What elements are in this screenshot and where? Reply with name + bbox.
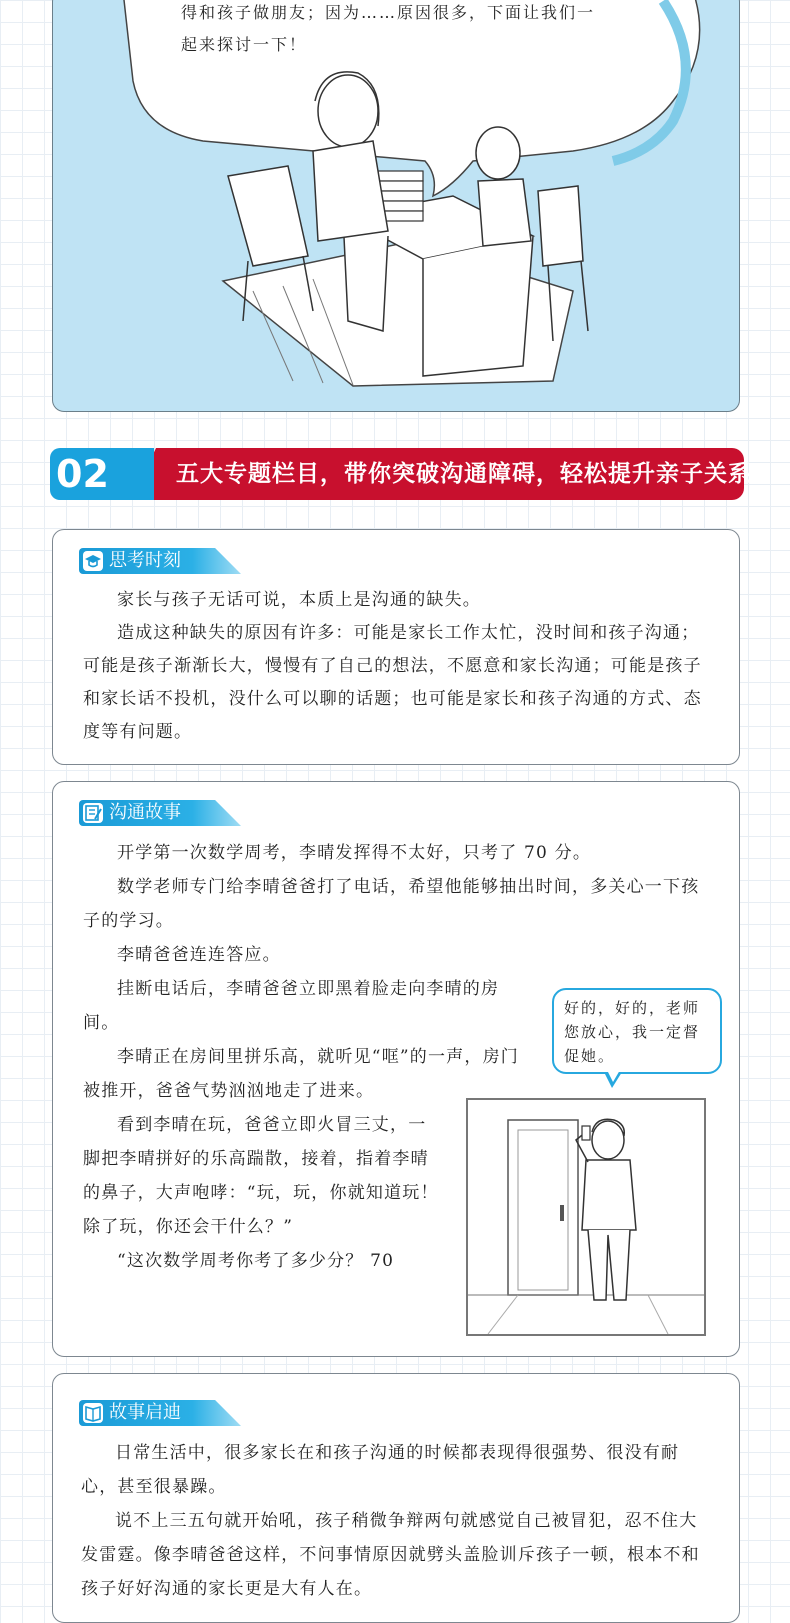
mother-child-illustration	[53, 0, 740, 412]
banner-number: 02	[50, 448, 154, 500]
note-pencil-icon	[83, 803, 103, 823]
paragraph: 挂断电话后，李晴爸爸立即黑着脸走向李晴的房间。	[83, 979, 500, 1033]
intro-bubble-text	[181, 0, 611, 61]
paragraph: 开学第一次数学周考，李晴发挥得不太好，只考了 70 分。	[117, 843, 592, 863]
section-tag	[79, 548, 241, 574]
paragraph: 家长与孩子无话可说，本质上是沟通的缺失。	[117, 590, 481, 610]
speech-bubble: 好的，好的，老师您放心，我一定督促她。	[552, 988, 722, 1074]
banner-title: 五大专题栏目，带你突破沟通障碍，轻松提升亲子关系	[176, 461, 752, 487]
section-banner	[50, 448, 752, 500]
paragraph: “这次数学周考你考了多少分？ 70	[117, 1251, 395, 1271]
paragraph: 数学老师专门给李晴爸爸打了电话，希望他能够抽出时间，多关心一下孩子的学习。	[83, 877, 700, 931]
father-at-door-drawing	[468, 1100, 704, 1334]
section-thinking	[52, 529, 740, 765]
illustration-panel	[52, 0, 740, 412]
book-icon	[83, 1403, 103, 1423]
tag-label: 沟通故事	[109, 802, 181, 823]
section-insight	[52, 1373, 740, 1623]
section-tag	[79, 800, 241, 826]
tag-label: 思考时刻	[109, 550, 181, 571]
story-body-full	[83, 836, 703, 972]
paragraph: 李晴爸爸连连答应。	[117, 945, 281, 965]
father-phone-illustration	[466, 1098, 706, 1336]
intro-line: 起来探讨一下！	[181, 35, 308, 54]
graduation-cap-icon	[83, 551, 103, 571]
paragraph: 造成这种缺失的原因有许多：可能是家长工作太忙，没时间和孩子沟通；可能是孩子渐渐长大，慢慢有了自己的想法，不愿意和家长沟通；可能是孩子和家长话不投机，没什么可以聊的话题；也可能是家长和孩子沟通的方式、态度等有问题。	[83, 623, 702, 742]
paragraph: 日常生活中，很多家长在和孩子沟通的时候都表现得很强势、很没有耐心，甚至很暴躁。	[81, 1443, 680, 1497]
tag-label: 故事启迪	[109, 1402, 181, 1423]
story-body-narrower	[83, 1108, 441, 1278]
insight-body	[81, 1436, 703, 1606]
paragraph: 看到李晴在玩，爸爸立即火冒三丈，一脚把李晴拼好的乐高踹散，接着，指着李晴的鼻子，大声咆哮：“玩，玩，你就知道玩！除了玩，你还会干什么？”	[83, 1115, 439, 1237]
intro-line: 得和孩子做朋友；因为……原因很多，下面让我们一	[181, 3, 596, 22]
paragraph: 说不上三五句就开始吼，孩子稍微争辩两句就感觉自己被冒犯，忍不住大发雷霆。像李晴爸爸这样，不问事情原因就劈头盖脸训斥孩子一顿，根本不和孩子好好沟通的家长更是大有人在。	[81, 1511, 700, 1599]
story-body-narrow	[83, 972, 523, 1108]
section-tag	[79, 1400, 241, 1426]
thinking-body	[83, 584, 703, 749]
paragraph: 李晴正在房间里拼乐高，就听见“哐”的一声，房门被推开，爸爸气势汹汹地走了进来。	[83, 1047, 519, 1101]
